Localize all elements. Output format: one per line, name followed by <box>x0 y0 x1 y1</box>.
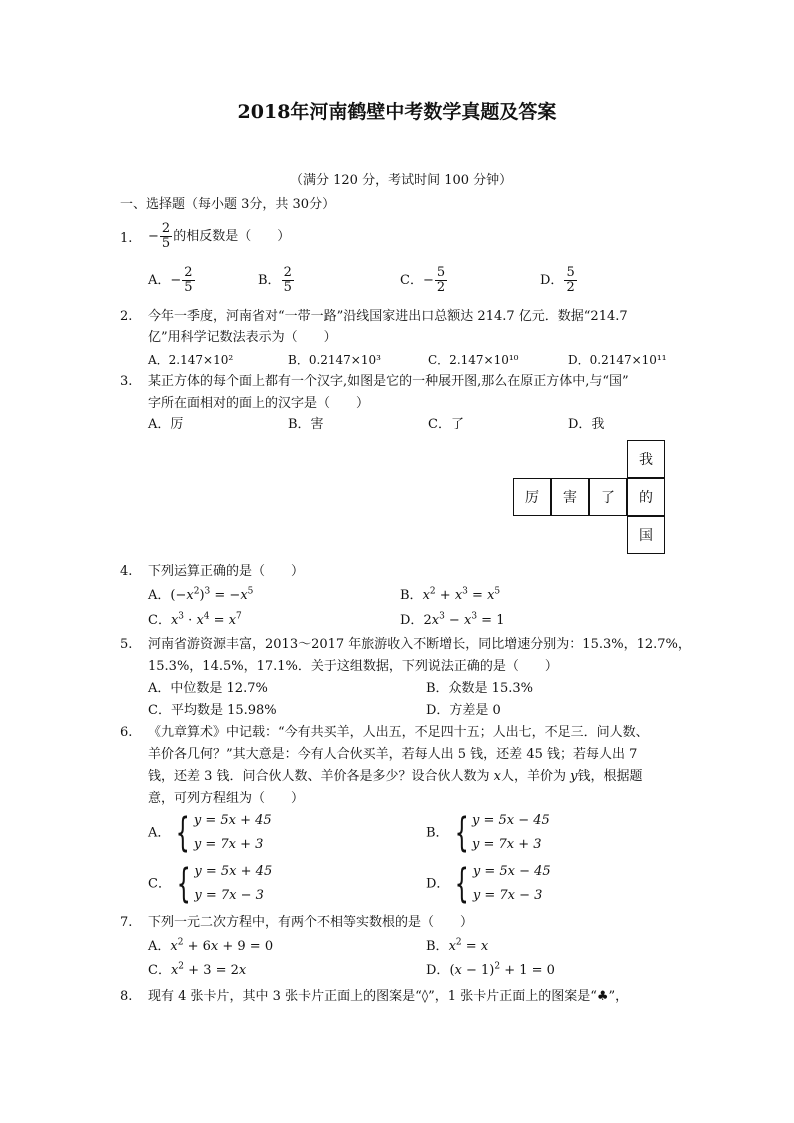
question-1-option-d[interactable]: D． $\frac{5}{2}$ <box>540 265 575 295</box>
question-8-number: 8. <box>120 989 133 1004</box>
question-6-option-a[interactable]: A． { y = 5x + 45 y = 7x + 3 <box>148 810 272 856</box>
question-6-line-2: 羊价各几何？”其大意是：今有人合伙买羊，若每人出 5 钱，还差 45 钱；若每人出 7 <box>148 747 638 762</box>
question-2-line-1: 今年一季度，河南省对“一带一路”沿线国家进出口总额达 214.7 亿元．数据“214.7 <box>148 309 628 324</box>
question-4-number: 4. <box>120 564 133 579</box>
question-6-option-b[interactable]: B． { y = 5x − 45 y = 7x + 3 <box>426 810 550 856</box>
question-6-option-c[interactable]: C． { y = 5x + 45 y = 7x − 3 <box>148 861 273 907</box>
question-2-option-a[interactable]: A．2.147×10² <box>148 353 234 367</box>
question-7-option-d[interactable]: D．$(x - 1)^2 + 1 = 0$ <box>426 961 555 978</box>
net-cell-top: 我 <box>627 440 665 478</box>
question-3-option-d[interactable]: D．我 <box>568 417 605 432</box>
question-4-option-b[interactable]: B．$x^2 + x^3 = x^5$ <box>400 586 501 603</box>
question-4-option-c[interactable]: C．$x^3 \cdot x^4 = x^7$ <box>148 611 242 628</box>
question-3-number: 3. <box>120 374 133 389</box>
question-3-line-1: 某正方体的每个面上都有一个汉字,如图是它的一种展开图,那么在原正方体中,与“国” <box>148 374 629 389</box>
question-2-option-c[interactable]: C．2.147×10¹⁰ <box>428 353 519 367</box>
question-4-option-d[interactable]: D．$2x^3 - x^3 = 1$ <box>400 611 505 628</box>
question-2-option-d[interactable]: D．0.2147×10¹¹ <box>568 353 667 367</box>
question-3-option-c[interactable]: C．了 <box>428 417 464 432</box>
cube-net-diagram <box>513 440 665 554</box>
question-1-number: 1. <box>120 231 133 246</box>
page-title: 2018年河南鹤壁中考数学真题及答案 <box>237 101 557 123</box>
question-2-line-2: 亿”用科学记数法表示为（ ） <box>148 330 337 345</box>
question-1-stem: − $\frac{2}{5}$ 的相反数是（ ） <box>148 221 291 251</box>
question-1-option-c[interactable]: C．− $\frac{5}{2}$ <box>400 265 446 295</box>
question-7-number: 7. <box>120 915 133 930</box>
question-2-number: 2. <box>120 309 133 324</box>
question-6-number: 6. <box>120 725 133 740</box>
question-5-option-c[interactable]: C．平均数是 15.98% <box>148 703 277 718</box>
question-5-option-a[interactable]: A．中位数是 12.7% <box>148 681 268 696</box>
question-4-stem: 下列运算正确的是（ ） <box>148 564 305 579</box>
section-heading: 一、选择题（每小题 3分，共 30分） <box>120 197 336 212</box>
question-5-number: 5. <box>120 637 133 652</box>
question-6-line-3: 钱，还差 3 钱．问合伙人数、羊价各是多少？设合伙人数为 x人，羊价为 y钱，根据题 <box>148 769 643 784</box>
question-3-option-b[interactable]: B．害 <box>288 417 324 432</box>
question-6-line-1: 《九章算术》中记载：“今有共买羊，人出五，不足四十五；人出七，不足三．问人数、 <box>148 725 649 740</box>
net-cell: 了 <box>589 478 627 516</box>
question-5-option-b[interactable]: B．众数是 15.3% <box>426 681 533 696</box>
question-3-option-a[interactable]: A．厉 <box>148 417 184 432</box>
net-cell-bottom: 国 <box>627 516 665 554</box>
question-7-option-c[interactable]: C．$x^2 + 3 = 2x$ <box>148 961 247 978</box>
question-5-line-1: 河南省游资源丰富，2013～2017 年旅游收入不断增长，同比增速分别为：15.3%，12.7%， <box>148 637 691 652</box>
net-cell: 的 <box>627 478 665 516</box>
question-2-option-b[interactable]: B．0.2147×10³ <box>288 353 381 367</box>
net-cell: 害 <box>551 478 589 516</box>
question-5-line-2: 15.3%，14.5%，17.1%．关于这组数据，下列说法正确的是（ ） <box>148 659 558 674</box>
question-7-stem: 下列一元二次方程中，有两个不相等实数根的是（ ） <box>148 915 474 930</box>
question-6-line-4: 意，可列方程组为（ ） <box>148 791 305 806</box>
question-5-option-d[interactable]: D．方差是 0 <box>426 703 501 718</box>
exam-info: （满分 120 分，考试时间 100 分钟） <box>290 173 513 188</box>
question-7-option-b[interactable]: B．$x^2 = x$ <box>426 937 489 954</box>
question-7-option-a[interactable]: A．$x^2 + 6x + 9 = 0$ <box>148 937 274 954</box>
question-1-option-a[interactable]: A．− $\frac{2}{5}$ <box>148 265 193 295</box>
question-3-line-2: 字所在面相对的面上的汉字是（ ） <box>148 396 370 411</box>
question-1-option-b[interactable]: B． $\frac{2}{5}$ <box>258 265 292 295</box>
question-8-line-1: 现有 4 张卡片，其中 3 张卡片正面上的图案是“◊”，1 张卡片正面上的图案是“♣”， <box>148 989 629 1004</box>
net-cell: 厉 <box>513 478 551 516</box>
question-4-option-a[interactable]: A．$(-x^2)^3 = -x^5$ <box>148 586 254 603</box>
question-6-option-d[interactable]: D． { y = 5x − 45 y = 7x − 3 <box>426 861 551 907</box>
